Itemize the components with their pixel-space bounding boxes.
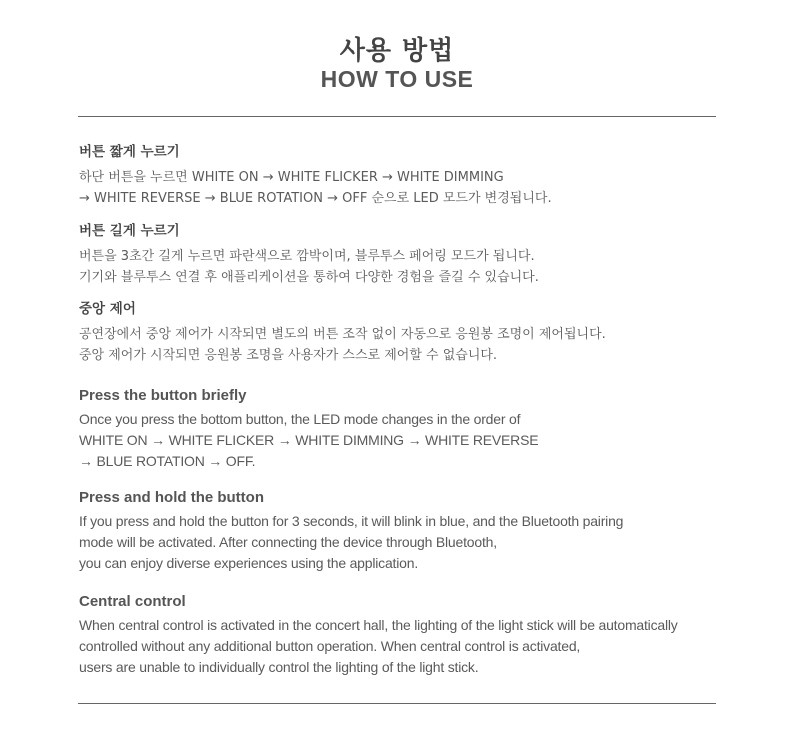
section-text-line: WHITE ON → WHITE FLICKER → WHITE DIMMING → WHITE REVERSE bbox=[79, 432, 539, 448]
top-divider bbox=[78, 116, 716, 117]
section-text-line: 공연장에서 중앙 제어가 시작되면 별도의 버튼 조작 없이 자동으로 응원봉 조명이 제어됩니다. bbox=[79, 327, 606, 342]
section-text-line: 버튼을 3초간 길게 누르면 파란색으로 깜박이며, 블루투스 페어링 모드가 됩니다. bbox=[79, 249, 535, 264]
section-heading: Central control bbox=[79, 593, 186, 610]
section-heading: 버튼 짧게 누르기 bbox=[79, 144, 180, 160]
section-short-press-en bbox=[79, 385, 719, 472]
section-text-line: → BLUE ROTATION → OFF. bbox=[79, 453, 256, 469]
section-text-line: 중앙 제어가 시작되면 응원봉 조명을 사용자가 스스로 제어할 수 없습니다. bbox=[79, 348, 498, 363]
section-text-line: 기기와 블루투스 연결 후 애플리케이션을 통하여 다양한 경험을 즐길 수 있습니다. bbox=[79, 270, 539, 285]
section-long-press-ko bbox=[79, 221, 719, 288]
section-heading: 버튼 길게 누르기 bbox=[79, 223, 180, 239]
section-central-control-ko bbox=[79, 299, 719, 366]
page-title-korean: 사용 방법 bbox=[339, 36, 455, 66]
section-text-line: When central control is activated in the concert hall, the lighting of the light stick will be automatically bbox=[79, 617, 678, 633]
section-text-line: you can enjoy diverse experiences using the application. bbox=[79, 555, 419, 571]
section-text-line: → WHITE REVERSE → BLUE ROTATION → OFF 순으로 LED 모드가 변경됩니다. bbox=[79, 191, 552, 206]
section-text-line: mode will be activated. After connecting the device through Bluetooth, bbox=[79, 534, 497, 550]
section-text-line: If you press and hold the button for 3 seconds, it will blink in blue, and the Bluetooth pairing bbox=[79, 513, 624, 529]
section-short-press-ko bbox=[79, 142, 719, 209]
section-long-press-en bbox=[79, 487, 719, 574]
bottom-divider bbox=[78, 703, 716, 704]
section-heading: 중앙 제어 bbox=[79, 301, 136, 317]
section-text-line: controlled without any additional button operation. When central control is activated, bbox=[79, 638, 581, 654]
page-title-english: HOW TO USE bbox=[320, 66, 474, 92]
section-text-line: users are unable to individually control the lighting of the light stick. bbox=[79, 659, 479, 675]
section-text-line: 하단 버튼을 누르면 WHITE ON → WHITE FLICKER → WHITE DIMMING bbox=[79, 170, 504, 185]
section-heading: Press and hold the button bbox=[79, 489, 265, 506]
section-heading: Press the button briefly bbox=[79, 387, 247, 404]
section-central-control-en bbox=[79, 591, 719, 678]
section-text-line: Once you press the bottom button, the LED mode changes in the order of bbox=[79, 411, 521, 427]
